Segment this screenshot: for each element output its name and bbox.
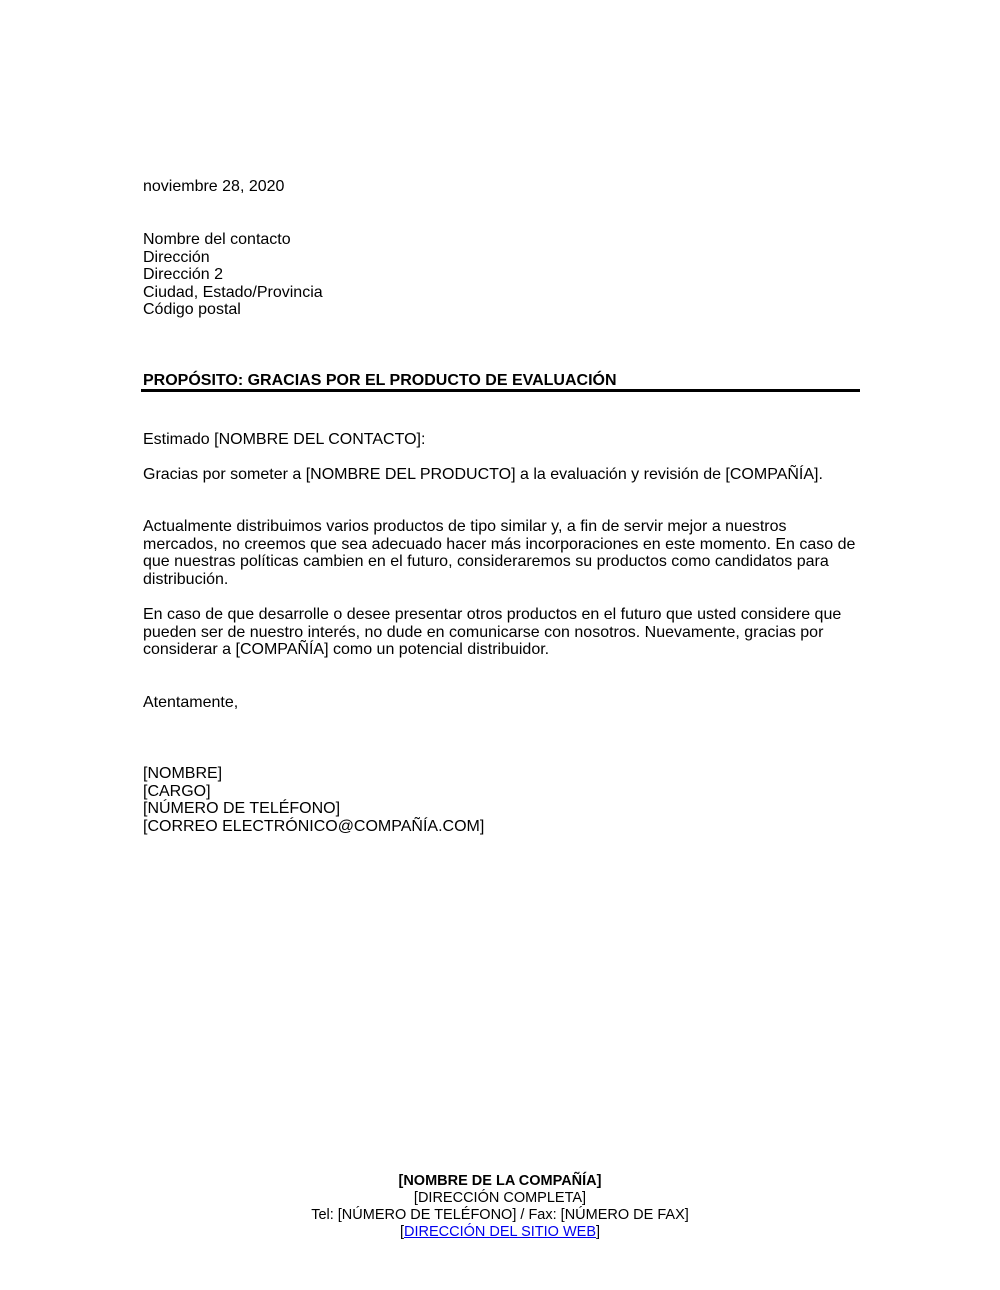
signature-block [143, 765, 484, 835]
recipient-name: Nombre del contacto [143, 231, 291, 248]
subject-line: PROPÓSITO: GRACIAS POR EL PRODUCTO DE EVALUACIÓN [143, 372, 617, 389]
body-paragraph-3: En caso de que desarrolle o desee presentar otros productos en el futuro que usted considere que pueden ser de nuestro interés, no dude en comunicarse con nosotros. Nuevamente, gracias por considerar a [COMPAÑÍA] como un potencial distribuidor. [143, 606, 842, 658]
recipient-address-line-2: Dirección 2 [143, 266, 224, 283]
signer-name: [NOMBRE] [143, 765, 223, 782]
footer-website-bracket-open: [ [399, 1224, 404, 1240]
footer-company-name: [NOMBRE DE LA COMPAÑÍA] [398, 1173, 602, 1189]
salutation: Estimado [NOMBRE DEL CONTACTO]: [143, 431, 426, 448]
footer-website-bracket-close: ] [596, 1224, 601, 1240]
body-paragraph-1: Gracias por someter a [NOMBRE DEL PRODUCTO] a la evaluación y revisión de [COMPAÑÍA]. [143, 466, 823, 483]
footer-website [0, 1224, 1000, 1241]
letter-date: noviembre 28, 2020 [143, 178, 285, 195]
recipient-postal-code: Código postal [143, 301, 241, 318]
recipient-address-block [143, 231, 323, 319]
letter-footer [0, 1173, 1000, 1241]
signer-title: [CARGO] [143, 782, 211, 800]
body-paragraph-2: Actualmente distribuimos varios productos de tipo similar y, a fin de servir mejor a nuestros mercados, no creemos que sea adecuado hacer más incorporaciones en este momento. En caso de que nuestras políticas cambien en el futuro, consideraremos su productos como candidatos para distribución. [143, 518, 856, 588]
closing: Atentamente, [143, 694, 239, 711]
footer-contact: Tel: [NÚMERO DE TELÉFONO] / Fax: [NÚMERO DE FAX] [311, 1207, 689, 1223]
signer-phone: [NÚMERO DE TELÉFONO] [143, 800, 341, 817]
footer-address: [DIRECCIÓN COMPLETA] [413, 1190, 587, 1206]
recipient-city-state: Ciudad, Estado/Provincia [143, 283, 323, 301]
recipient-address-line-1: Dirección [143, 248, 210, 266]
website-link[interactable]: DIRECCIÓN DEL SITIO WEB [403, 1224, 596, 1240]
signer-email: [CORREO ELECTRÓNICO@COMPAÑÍA.COM] [143, 817, 485, 835]
subject-divider [141, 389, 860, 392]
